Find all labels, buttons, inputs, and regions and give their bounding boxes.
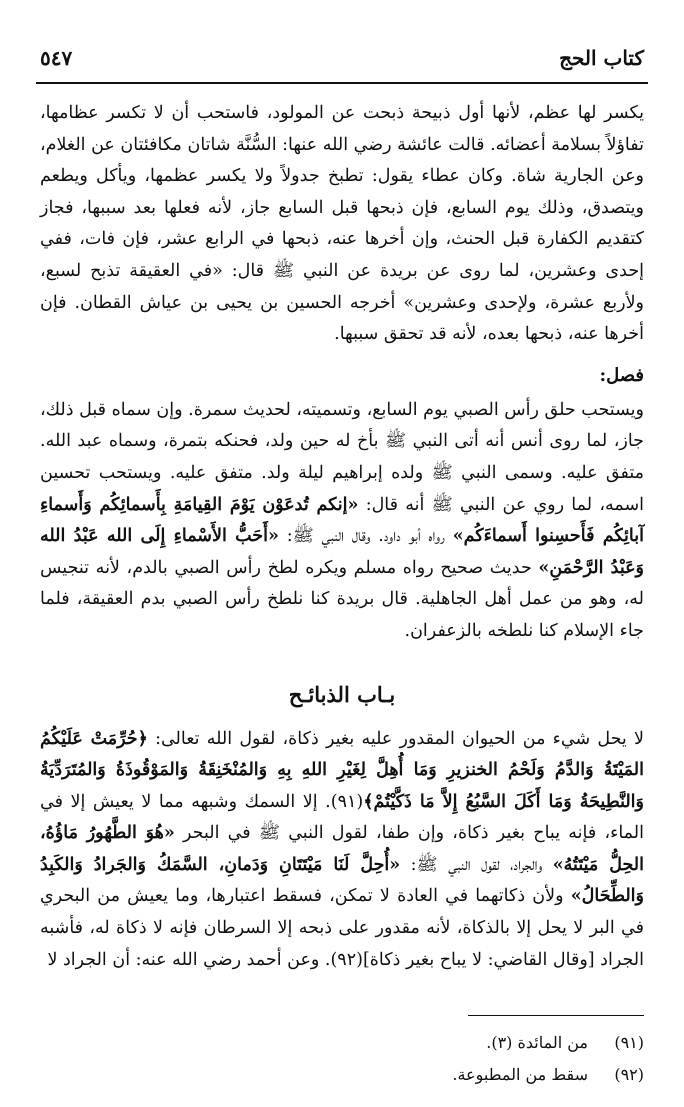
quran-verse: ﴿حُرِّمَتْ عَلَيْكُمُ المَيْتَةُ وَالدَّمُ وَلَحْمُ الخنزيرِ وَمَا أُهِلَّ لِغَيْرِ اللهِ بِهِ وَالمُنْخَنِقَةُ وَالمَوْقُوذَةُ وَالمُتَرَدِّيَةُ وَالنَّطِيحَةُ وَمَا أَكَلَ السَّبُعُ إِلاَّ مَا ذَكَّيْتُمْ﴾ bbox=[40, 728, 644, 812]
chapter-title: بـاب الذبائـح bbox=[288, 681, 396, 707]
page-number: ٥٤٧ bbox=[40, 46, 73, 70]
slaughter-text-5: . وعن أحمد رضي الله عنه: أن الجراد لا bbox=[47, 949, 331, 970]
footnote-number: (٩١) bbox=[614, 1033, 644, 1052]
footnote-number: (٩٢) bbox=[614, 1065, 644, 1084]
slaughter-text-3: والجراد، لقول النبي ﷺ: bbox=[400, 854, 553, 875]
footnote-text: من المائدة (٣). bbox=[486, 1033, 588, 1052]
hadith-names: «إنكم تُدعَوْن يَوْمَ القِيامَةِ بِأَسمائِكُم وَأَسماءِ آبائِكُم فَأَحسِنوا أَسماءَكُم» bbox=[40, 494, 644, 547]
footnote-rule bbox=[468, 1015, 644, 1016]
naming-text-1: ويستحب حلق رأس الصبي يوم السابع، وتسميته، لحديث سمرة. وإن سماه قبل ذلك، جاز، لما روى أنس أنه أتى النبي ﷺ بأخ له حين ولد، فحنكه بتمرة، وسماه عبد الله. متفق عليه. وسمى النبي ﷺ ولده إبراهيم ليلة ولد. متفق عليه. ويستحب تحسين اسمه، لما روي عن النبي ﷺ أنه قال: bbox=[40, 399, 644, 515]
hadith-sea: «هُوَ الطَّهُورُ مَاؤُهُ، الحِلُّ مَيْتَتُهُ» bbox=[40, 823, 644, 875]
footnote-text: سقط من المطبوعة. bbox=[452, 1065, 588, 1084]
footnote-ref-92: (٩٢) bbox=[330, 949, 363, 970]
paragraph-aqiqah: يكسر لها عظم، لأنها أول ذبيحة ذبحت عن المولود، فاستحب أن لا تكسر عظامها، تفاؤلاً بسلامة أعضائه. قالت عائشة رضي الله عنها: السُّنَّة شاتان مكافئتان عن الغلام، وعن الجارية شاة. وكان عطاء يقول: تطبخ جدولاً ولا يكسر عظمها، ويأكل ويطعم ويتصدق، وذلك يوم السابع، فإن ذبحها قبل السابع جاز، لأنه فعلها بعد سببها، فجاز كتقديم الكفارة قبل الحنث، وإن أخرها عنه، ذبحها في الرابع عشر، فإن فات، ففي إحدى وعشرين، لما روى عن بريدة عن النبي ﷺ قال: «في العقيقة تذبح لسبع، ولأربع عشرة، ولإحدى وعشرين» أخرجه الحسين بن يحيى بن عياش القطان. فإن أخرها عنه، ذبحها بعده، لأنه قد تحقق سببها. bbox=[39, 103, 644, 345]
hadith-beloved-names: «أَحَبُّ الأَسْماءِ إِلَى الله عَبْدُ الله وَعَبْدُ الرَّحْمَنِ» bbox=[40, 526, 644, 578]
paragraph-naming bbox=[40, 395, 644, 648]
hadith-two-dead: «أُحِلَّ لَنَا مَيْتَتَانِ وَدَمانِ، السَّمَكُ وَالجَرادُ وَالكَبِدُ وَالطِّحَالُ» bbox=[40, 854, 644, 907]
slaughter-text-1: لا يحل شيء من الحيوان المقدور عليه بغير ذكاة، لقول الله تعالى: bbox=[147, 728, 644, 749]
naming-text-3: حديث صحيح رواه مسلم ويكره لطخ رأس الصبي بالدم، لأنه تنجيس له، وهو من عمل أهل الجاهلية. قال بريدة كنا نلطخ رأس الصبي بدم العقيقة، فلما جاء الإسلام كنا نلطخه بالزعفران. bbox=[40, 557, 644, 641]
slaughter-text-4: ولأن ذكاتهما في العادة لا تمكن، فسقط اعتبارها، وما يعيش من البحري في البر لا يحل إلا بالذكاة، لأنه مقدور على ذبحه إلا السرطان فإنه لا ذكاة له، فأشبه الجراد [وقال القاضي: لا يباح بغير ذكاة] bbox=[40, 886, 644, 970]
page-body bbox=[40, 98, 644, 976]
header-rule bbox=[36, 82, 648, 84]
paragraph-slaughter bbox=[40, 724, 644, 977]
footnote-item bbox=[40, 1027, 644, 1059]
naming-text-2: رواه أبو داود. وقال النبي ﷺ: bbox=[278, 526, 453, 547]
slaughter-text-2: . إلا السمك وشبهه مما لا يعيش إلا في الماء، فإنه يباح بغير ذكاة، وإن طفا، لقول النبي ﷺ في البحر bbox=[40, 791, 644, 844]
page-header bbox=[36, 46, 648, 86]
footnotes bbox=[40, 1027, 644, 1091]
fasl-heading: فصل: bbox=[599, 364, 644, 386]
footnote-ref-91: (٩١) bbox=[330, 791, 364, 812]
footnote-item bbox=[40, 1059, 644, 1091]
book-title: كتاب الحج bbox=[559, 46, 644, 70]
